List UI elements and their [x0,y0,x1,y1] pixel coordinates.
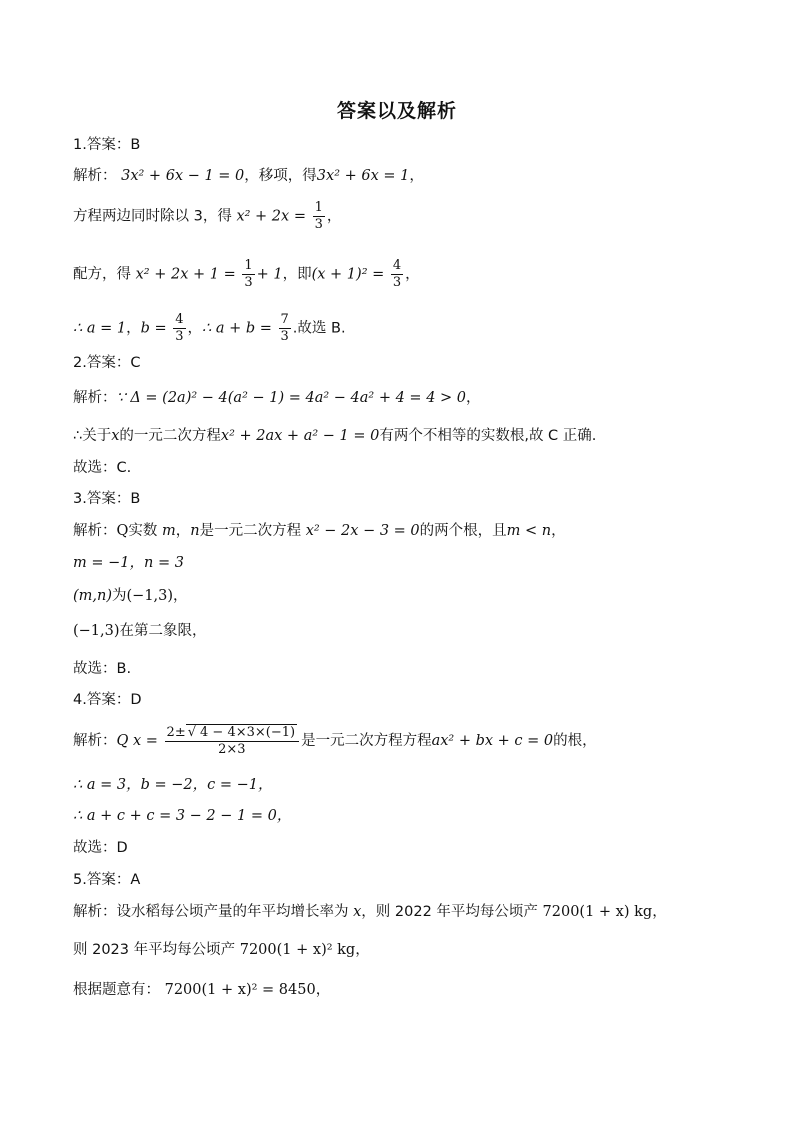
q3-l1-a: 实数 [128,523,158,539]
q3-l1-sep: ， [175,523,191,539]
q1-l4-b: b = [140,320,167,337]
q5-line1 [73,902,667,922]
q5-l3-a: 根据题意有： [73,982,160,998]
q3-l1-end: ， [551,523,566,539]
q3-l1-b: 是一元二次方程 [199,523,302,539]
q4-line1 [73,724,597,758]
q2-line2 [73,426,596,446]
q1-l4-fraction-b: $\frac{4}{3}$ [175,312,184,344]
q2-l2-x: x [111,428,120,444]
q3-l1-inequality: m < n [506,523,552,539]
q3-l3-point: (−1,3) [126,588,174,604]
q4-l1-q: Q x = [116,733,158,749]
q5-l1-a: 解析：设水稻每公顷产量的年平均增长率为 [73,904,349,920]
q3-l1-q: Q [116,523,129,539]
q1-answer: 1.答案：B [73,137,141,153]
q3-l1-prefix: 解析： [73,523,117,539]
q3-line2: m = −1，n = 3 [73,555,184,571]
q3-line5: 故选：B. [73,661,132,677]
q1-l4-sep: ， [126,320,141,337]
q1-l3-mid: ，即 [282,266,312,283]
q3-l1-equation: x² − 2x − 3 = 0 [305,523,420,539]
q4-l1-equation: ax² + bx + c = 0 [431,733,554,749]
q3-answer: 3.答案：B [73,491,141,507]
q3-line3 [73,586,188,606]
q1-l3-equation: x² + 2x + 1 = [135,266,236,283]
q5-l3-end: ， [315,982,331,998]
q1-l2-text: 方程两边同时除以 3，得 [73,208,232,225]
q1-l4-c: ∴ a + b = [202,320,272,337]
page-title: 答案以及解析 [336,100,457,122]
q5-l1-b: ，则 2022 年平均每公顷产 [361,904,538,920]
q1-line4 [73,312,346,345]
q3-l1-n: n [190,523,200,539]
q1-l4-a: ∴ a = 1 [73,320,127,337]
q3-l4-a: 在第二象限， [119,623,207,639]
q4-answer: 4.答案：D [73,692,142,708]
q1-l1-equation: 3x² + 6x − 1 = 0 [121,168,245,184]
q4-l1-b: 是一元二次方程方程 [301,733,432,749]
q3-l3-a: 为 [112,588,127,604]
q1-l3-fraction2: $\frac{4}{3}$ [392,258,402,290]
q1-l4-end: .故选 B. [292,320,346,337]
q4-line2: ∴ a = 3，b = −2，c = −1， [73,777,273,793]
q2-l2-a: ∴关于 [73,428,112,444]
q3-l1-m: m [162,523,176,539]
q3-l1-c: 的两个根，且 [419,523,507,539]
q1-l2-equation: x² + 2x = [236,208,306,225]
q1-l2-fraction: $\frac{1}{3}$ [314,200,323,232]
q4-l1-fraction: $\frac{2\pm √ 4 - 4\times 3\times(-1)}{2\times 3}$ [165,724,300,758]
q1-l1-prefix: 解析： [73,168,117,184]
q1-l4-sep2: ， [187,320,203,337]
q2-l2-equation: x² + 2ax + a² − 1 = 0 [220,428,380,444]
q1-l4-fraction-c: $\frac{7}{3}$ [280,312,289,344]
q3-l3-pair: (m,n) [73,588,113,604]
q2-line3: 故选：C. [73,460,132,476]
q1-l3-equation2: (x + 1)² = [311,266,385,283]
q5-answer: 5.答案：A [73,872,141,888]
q1-line1 [73,166,424,186]
q5-l2-expression: 7200(1 + x)² kg [239,942,356,958]
q2-l1-equation: ∵ Δ = (2a)² − 4(a² − 1) = 4a² − 4a² + 4 = 4 > 0 [116,390,467,406]
q1-line2 [73,200,341,233]
q1-line3 [73,258,420,291]
q5-line3 [73,980,330,1000]
q5-l2-end: ， [355,942,370,958]
sqrt-symbol: √ [187,725,197,740]
q5-l1-expression: 7200(1 + x) kg [542,904,653,920]
q2-l1-prefix: 解析： [73,390,117,406]
q1-l1-end: ， [409,168,424,184]
q2-answer: 2.答案：C [73,355,141,371]
q4-l1-prefix: 解析： [73,733,117,749]
q1-l1-equation2: 3x² + 6x = 1 [316,168,410,184]
q4-l1-c: 的根， [553,733,597,749]
q2-l2-b: 的一元二次方程 [119,428,221,444]
q3-line1 [73,521,566,541]
q5-l3-equation: 7200(1 + x)² = 8450 [164,982,316,998]
q5-l1-end: ， [652,904,667,920]
q3-line4 [73,621,207,641]
q2-l2-c: 有两个不相等的实数根,故 C 正确. [379,428,597,444]
q2-l1-end: ， [466,390,481,406]
q5-line2 [73,940,370,960]
q5-l1-x: x [353,904,362,920]
q1-l3-end: ， [405,266,420,283]
q1-l3-plus: + 1 [256,266,283,283]
q1-l1-mid: ，移项，得 [244,168,317,184]
q1-l3-text: 配方，得 [73,266,131,283]
q3-l4-point: (−1,3) [73,623,120,639]
q5-l2-a: 则 2023 年平均每公顷产 [73,942,236,958]
q3-l3-end: ， [173,588,188,604]
q2-line1 [73,388,481,408]
q4-line3: ∴ a + c + c = 3 − 2 − 1 = 0， [73,808,292,824]
q1-l3-fraction: $\frac{1}{3}$ [244,258,253,290]
q1-l2-end: ， [326,208,342,225]
q4-line4: 故选：D [73,840,128,856]
